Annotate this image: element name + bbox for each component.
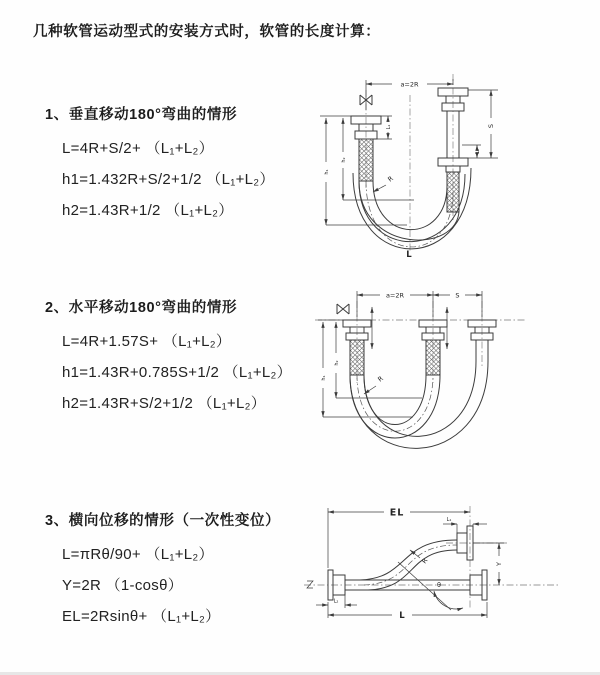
formula-1-2: h1=1.432R+S/2+1/2 （L₁+L₂）	[62, 171, 275, 188]
dim-label-l1-right: L₁	[475, 149, 481, 154]
radius-label: R	[420, 556, 430, 566]
section-2	[45, 299, 292, 419]
dim-label-l2: L₂	[333, 598, 339, 605]
radius-annotation	[373, 174, 395, 192]
dimension-l1-left	[373, 116, 392, 139]
dimension-s	[468, 90, 498, 158]
dim-label-s: S	[455, 291, 460, 300]
dim-label-l: L	[399, 611, 405, 621]
radius-annotation	[364, 374, 385, 394]
angle-label: θ	[437, 581, 441, 589]
diagram-vertical-180-bend	[310, 70, 528, 260]
formula-2-2: h1=1.43R+0.785S+1/2 （L₁+L₂）	[62, 364, 292, 381]
hose-bends	[350, 361, 488, 448]
dim-label-el: EL	[389, 507, 405, 519]
centerlines	[315, 301, 525, 383]
dim-label-l1-left: L₁	[386, 124, 392, 130]
section-1	[45, 106, 275, 226]
formula-1-3: h2=1.43R+1/2 （L₁+L₂）	[62, 202, 234, 219]
diagram-lateral-displacement	[298, 498, 590, 658]
formula-2-3: h2=1.43R+S/2+1/2 （L₁+L₂）	[62, 395, 267, 412]
dim-label-a2r: a=2R	[385, 291, 405, 300]
dimension-a2r	[357, 291, 482, 317]
section-1-heading: 1、垂直移动180°弯曲的情形	[45, 107, 238, 123]
dim-label-h1: h₁	[321, 375, 327, 381]
dimension-a2r	[366, 79, 453, 110]
centerlines	[304, 506, 560, 610]
dimension-y	[473, 543, 504, 585]
dimension-h1-h2	[318, 320, 422, 417]
formula-3-2: Y=2R （1-cosθ）	[62, 577, 184, 594]
dim-label-h2: h₂	[334, 360, 340, 366]
section-3-heading: 3、横向位移的情形（一次性变位）	[45, 513, 281, 529]
length-label: L	[406, 250, 412, 260]
formula-1-1: L=4R+S/2+ （L₁+L₂）	[62, 140, 214, 157]
right-fitting-moved-position	[468, 320, 496, 361]
dim-label-h1: h₁	[324, 169, 330, 175]
formula-3-3: EL=2Rsinθ+ （L₁+L₂）	[62, 608, 221, 625]
radius-label: R	[376, 374, 385, 384]
section-2-heading: 2、水平移动180°弯曲的情形	[45, 300, 238, 316]
dim-label-h2: h₂	[341, 157, 347, 163]
dim-label-a2r: a=2R	[400, 80, 419, 89]
radius-label: R	[386, 174, 395, 184]
dim-label-y: Y	[495, 562, 503, 566]
angle-annotation	[398, 562, 463, 610]
dim-label-s: S	[487, 123, 495, 129]
dimension-l1-right	[462, 145, 481, 158]
diagram-horizontal-180-bend	[310, 283, 550, 461]
section-3	[45, 512, 280, 632]
formula-3-1: L=πRθ/90+ （L₁+L₂）	[62, 546, 214, 563]
valve-icon	[337, 304, 349, 314]
formula-2-1: L=4R+1.57S+ （L₁+L₂）	[62, 333, 232, 350]
page-title: 几种软管运动型式的安装方式时，软管的长度计算：	[33, 24, 381, 40]
dimension-l2	[316, 595, 357, 608]
dimension-s	[433, 292, 482, 300]
dim-label-l1: L₁	[446, 517, 452, 523]
left-fitting	[351, 116, 381, 181]
dimension-l1	[443, 517, 487, 533]
